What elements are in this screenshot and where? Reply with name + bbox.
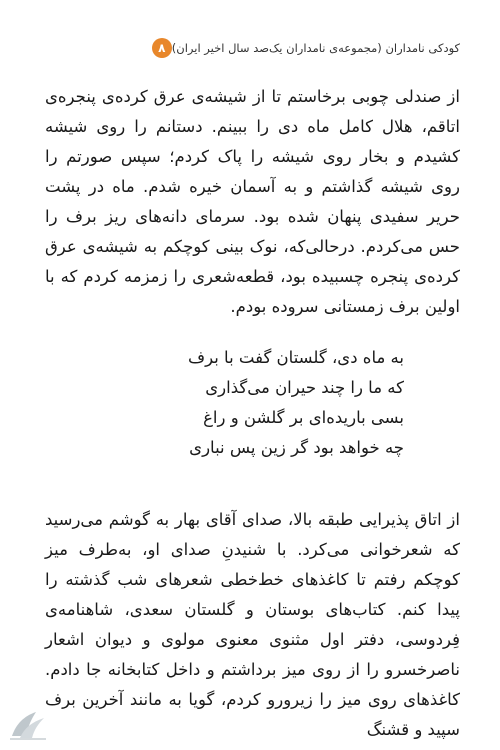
poem-line-1: به ماه دی، گلستان گفت با برف (188, 348, 404, 367)
poem-line-2: که ما را چند حیران می‌گذاری (205, 378, 404, 397)
publisher-logo-icon (6, 706, 50, 742)
paragraph-2: از اتاق پذیرایی طبقه بالا، صدای آقای بهار به گوشم می‌رسید که شعرخوانی می‌کرد. با شنیدنِ صدای او، به‌طرف میز کوچکم رفتم تا کاغذهای خط‌خطی شعرهای شب گذشته را پیدا کنم. کتاب‌های بوستان و گلستان سعدی، شاهنامه‌ی فِردوسی، دفتر اول مثنوی معنوی مولوی و دیوان اشعار ناصرخسرو را از روی میز برداشتم و داخل کتابخانه جا دادم. کاغذهای روی میز را زیرورو کردم، گویا به مانند آخرین برف سپید و قشنگ (45, 510, 460, 739)
poem (188, 343, 404, 463)
poem-line-3: بسی باریده‌ای بر گلشن و راغ (203, 408, 404, 427)
running-title: کودکی نامداران (مجموعه‌ی نامداران یک‌صد سال اخیر ایران) (171, 41, 460, 55)
poem-line-4: چه خواهد بود گر زین پس نباری (189, 438, 404, 457)
page-number-badge: ۸ (152, 38, 172, 58)
paragraph-1: از صندلی چوبی برخاستم تا از شیشه‌ی عرق کرده‌ی پنجره‌ی اتاقم، هلال کامل ماه دی را ببینم. دستانم را روی شیشه کشیدم و بخار روی شیشه را پاک کردم؛ سپس صورتم را روی شیشه گذاشتم و به آسمان خیره شدم. ماه در پشت حریر سفیدی پنهان شده بود. سرمای دانه‌های ریز برف را حس می‌کردم. درحالی‌که، نوک بینی کوچکم به شیشه‌ی عرق کرده‌ی پنجره چسبیده بود، قطعه‌شعری را زمزمه کردم که با اولین برف زمستانی سروده بودم. (45, 87, 460, 316)
page-header (144, 38, 460, 58)
